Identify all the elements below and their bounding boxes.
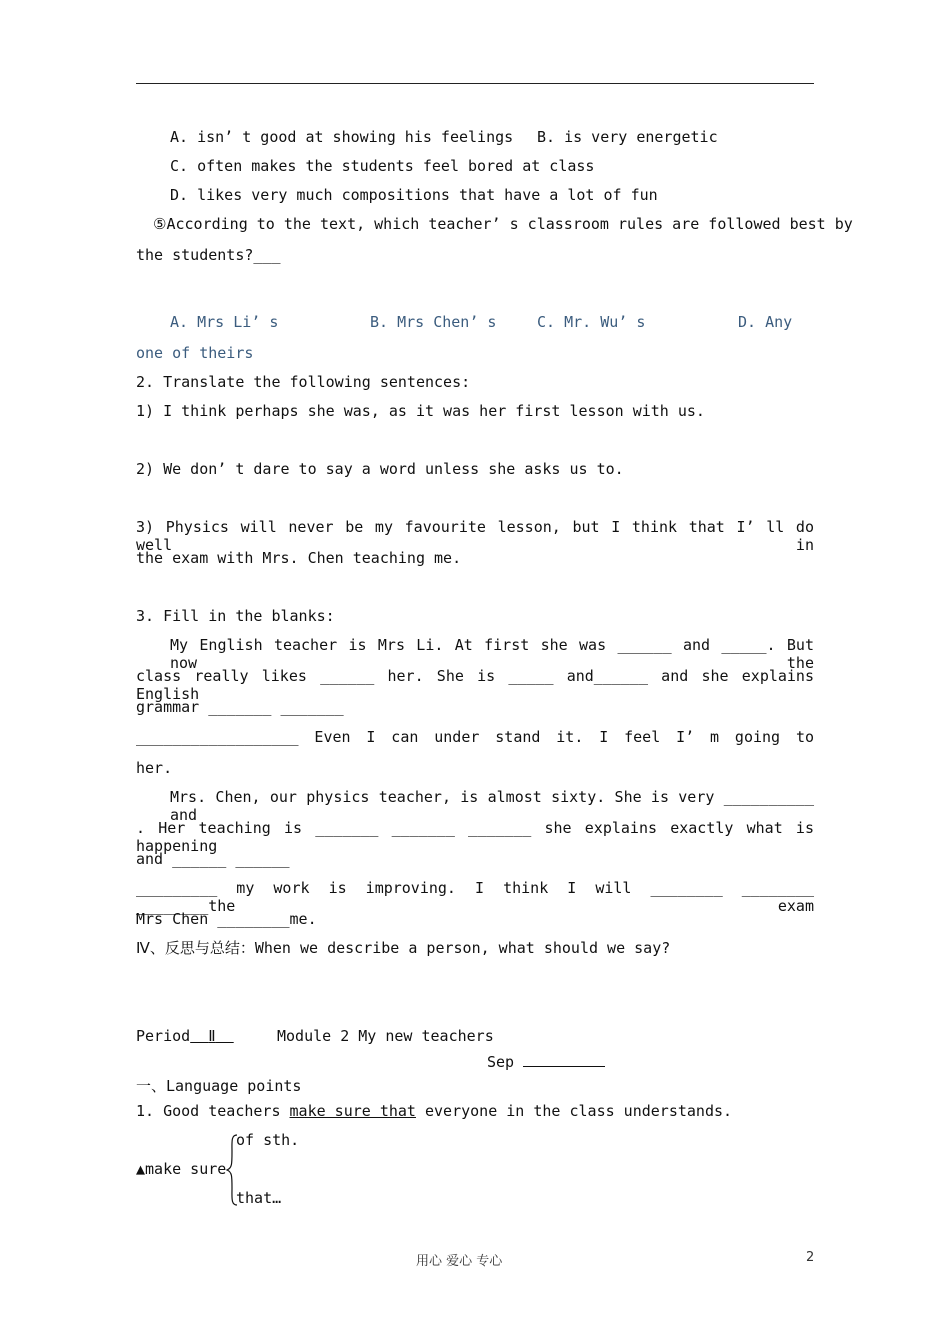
period-number: Ⅱ: [208, 1027, 216, 1045]
q5-option-d: D. Any: [738, 313, 793, 331]
option-c: C. often makes the students feel bored at class: [170, 157, 595, 175]
branch-top: of sth.: [236, 1131, 300, 1149]
page-number: 2: [806, 1250, 815, 1265]
module-title: Module 2 My new teachers: [277, 1027, 494, 1045]
reflection: Ⅳ、反思与总结：When we describe a person, what should we say?: [136, 939, 671, 957]
question-5-line2: the students?___: [136, 246, 281, 264]
fill-p2-line5: Mrs Chen ________me.: [136, 910, 317, 928]
branch-bottom: that…: [236, 1189, 282, 1207]
option-b: B. is very energetic: [537, 128, 718, 146]
option-d: D. likes very much compositions that have a lot of fun: [170, 186, 658, 204]
fill-p1-line5: her.: [136, 759, 173, 777]
date-label: Sep: [487, 1053, 515, 1071]
question-5-line1: ⑤According to the text, which teacher’ s classroom rules are followed best by: [153, 215, 853, 233]
fill-p1-line3: grammar _______ _______: [136, 698, 344, 716]
fill-p1-line2: class really likes ______ her. She is _____ and______ and she explains English: [136, 667, 814, 703]
option-a: A. isn’ t good at showing his feelings: [170, 128, 514, 146]
fill-p1-line1: My English teacher is Mrs Li. At first she was ______ and _____. But now the: [170, 636, 814, 672]
q5-option-d-cont: one of theirs: [136, 344, 254, 362]
translate-sentence-3a: 3) Physics will never be my favourite lesson, but I think that I’ ll do well in: [136, 518, 814, 554]
footer-motto: 用心 爱心 专心: [416, 1254, 503, 1269]
fill-p2-line4: _________ my work is improving. I think I will ________ ________ ________the exam: [136, 879, 814, 915]
fill-p2-line1: Mrs. Chen, our physics teacher, is almost sixty. She is very __________ and: [170, 788, 814, 824]
translate-sentence-1: 1) I think perhaps she was, as it was her first lesson with us.: [136, 402, 705, 420]
date-blank: [523, 1052, 605, 1067]
make-sure-stem: ▲make sure: [136, 1160, 227, 1178]
translate-sentence-3b: the exam with Mrs. Chen teaching me.: [136, 549, 462, 567]
translate-heading: 2. Translate the following sentences:: [136, 373, 471, 391]
date-line: [487, 1052, 605, 1071]
fill-p1-line4: __________________ Even I can under stand it. I feel I’ m going to: [136, 728, 814, 746]
translate-sentence-2: 2) We don’ t dare to say a word unless she asks us to.: [136, 460, 624, 478]
q5-option-a: A. Mrs Li’ s: [170, 313, 279, 331]
period-label: Period: [136, 1027, 191, 1045]
fill-p2-line3: and ______ ______: [136, 850, 290, 868]
underlined-phrase: make sure that: [289, 1102, 416, 1120]
language-points-heading: 一、Language points: [136, 1077, 302, 1095]
fill-p2-line2: . Her teaching is _______ _______ _______ she explains exactly what is happening: [136, 819, 814, 855]
header-rule: [136, 83, 814, 84]
q5-option-c: C. Mr. Wu’ s: [537, 313, 646, 331]
language-point-1: 1. Good teachers make sure that everyone in the class understands.: [136, 1102, 733, 1120]
q5-option-b: B. Mrs Chen’ s: [370, 313, 497, 331]
fill-heading: 3. Fill in the blanks:: [136, 607, 335, 625]
